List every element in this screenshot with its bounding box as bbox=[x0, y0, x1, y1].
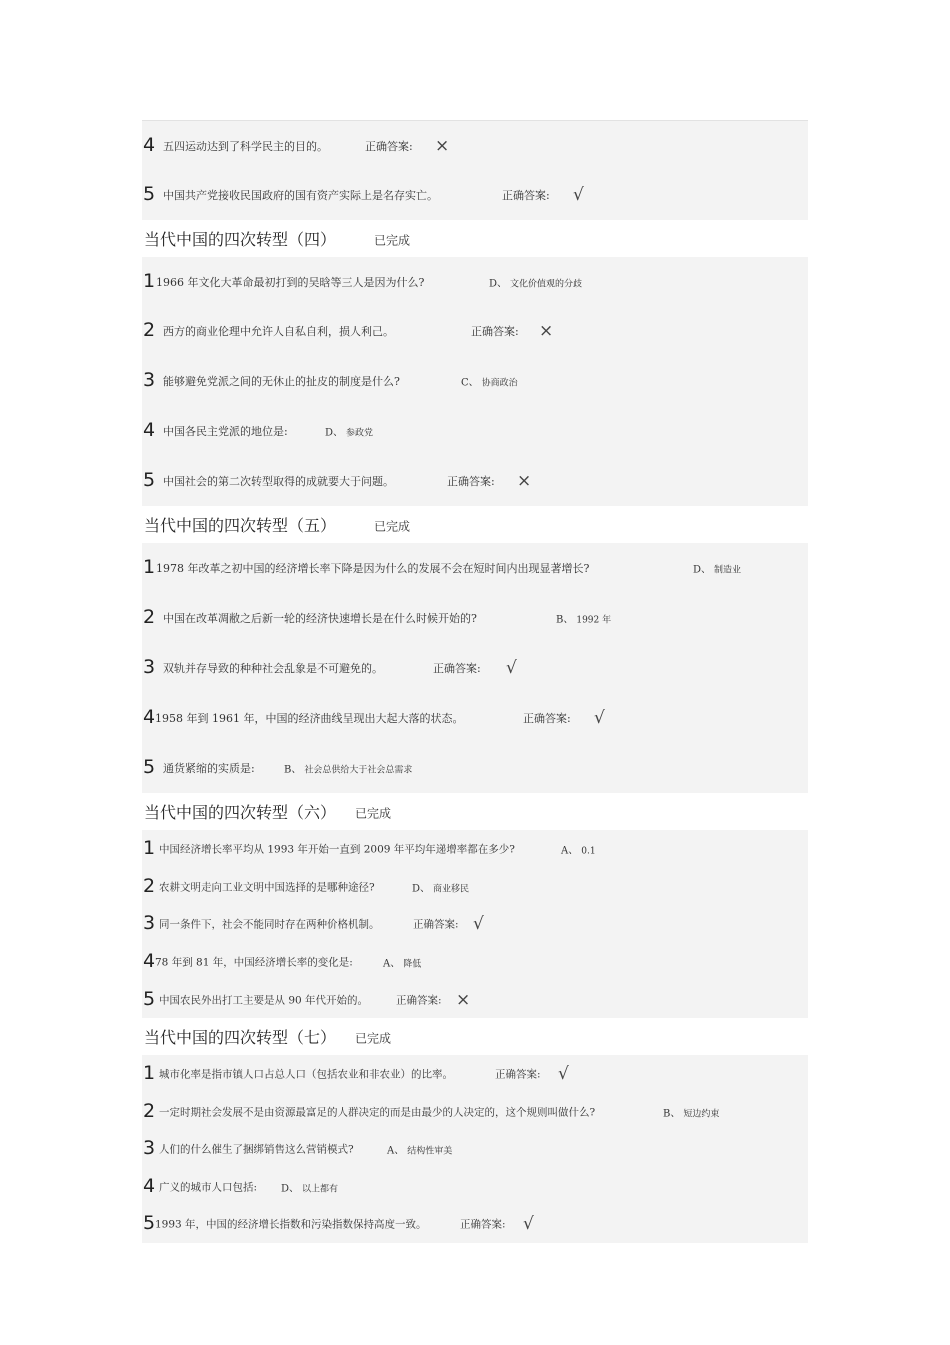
cross-icon: × bbox=[456, 989, 471, 1010]
status-completed: 已完成 bbox=[374, 518, 411, 533]
question-text: 双轨并存导致的种种社会乱象是不可避免的。 bbox=[163, 662, 383, 675]
answer-choice bbox=[281, 1179, 338, 1194]
question-row bbox=[142, 356, 808, 406]
question-text: 一定时期社会发展不是由资源最富足的人群决定的而是由最少的人决定的，这个规则叫做什么? bbox=[159, 1106, 596, 1118]
document-page bbox=[142, 120, 808, 1243]
question-number: 1 bbox=[143, 837, 156, 860]
answer-option: A、 bbox=[387, 1145, 405, 1157]
question-row bbox=[142, 257, 808, 306]
question-row bbox=[142, 456, 808, 506]
answer-option: A、 bbox=[561, 845, 579, 857]
answer-text: 参政党 bbox=[346, 428, 374, 439]
answer-text: 结构性审美 bbox=[407, 1146, 453, 1157]
question-text: 中国各民主党派的地位是: bbox=[163, 425, 288, 438]
answer-text: 文化价值观的分歧 bbox=[510, 279, 583, 289]
question-number: 5 bbox=[143, 183, 156, 206]
question-text: 广义的城市人口包括: bbox=[159, 1181, 258, 1193]
question-number: 5 bbox=[143, 469, 156, 492]
question-text: 中国共产党接收民国政府的国有资产实际上是名存实亡。 bbox=[163, 189, 438, 202]
question-text: 1958 年到 1961 年，中国的经济曲线呈现出大起大落的状态。 bbox=[155, 712, 464, 725]
question-band bbox=[142, 543, 808, 793]
answer-option: D、 bbox=[693, 564, 712, 576]
question-text: 能够避免党派之间的无休止的扯皮的制度是什么? bbox=[163, 375, 400, 388]
answer-option: B、 bbox=[556, 614, 574, 626]
answer-option: B、 bbox=[663, 1108, 681, 1119]
question-text: 1966 年文化大革命最初打到的吴晗等三人是因为什么? bbox=[156, 275, 425, 289]
answer-text: 以上都有 bbox=[302, 1184, 339, 1194]
answer-choice bbox=[325, 424, 373, 439]
answer-label: 正确答案: bbox=[471, 325, 519, 338]
check-icon: √ bbox=[473, 914, 484, 934]
question-number: 1 bbox=[143, 1062, 156, 1085]
answer-option: D、 bbox=[281, 1183, 300, 1194]
question-number: 1 bbox=[143, 269, 156, 292]
cross-icon: × bbox=[539, 321, 554, 341]
answer-label: 正确答案: bbox=[495, 1068, 541, 1081]
section-title: 当代中国的四次转型（五） bbox=[144, 515, 337, 535]
question-row bbox=[142, 943, 808, 981]
question-number: 2 bbox=[143, 874, 156, 897]
answer-option: D、 bbox=[489, 278, 508, 289]
answer-option: D、 bbox=[412, 883, 431, 894]
answer-text: 0.1 bbox=[581, 846, 596, 857]
answer-choice bbox=[412, 879, 469, 894]
question-text: 中国在改革凋敝之后新一轮的经济快速增长是在什么时候开始的? bbox=[163, 612, 477, 625]
question-number: 4 bbox=[143, 950, 156, 973]
question-text: 通货紧缩的实质是: bbox=[163, 762, 255, 775]
answer-label: 正确答案: bbox=[433, 662, 481, 675]
question-band bbox=[142, 257, 808, 506]
answer-text: 商业移民 bbox=[433, 884, 470, 894]
check-icon: √ bbox=[594, 708, 605, 728]
question-number: 2 bbox=[143, 319, 156, 342]
question-row bbox=[142, 643, 808, 693]
question-row bbox=[142, 593, 808, 643]
question-text: 78 年到 81 年，中国经济增长率的变化是: bbox=[155, 956, 353, 969]
answer-choice bbox=[489, 274, 582, 289]
question-number: 4 bbox=[143, 419, 156, 442]
question-row bbox=[142, 830, 808, 868]
question-row bbox=[142, 743, 808, 793]
question-number: 3 bbox=[143, 1137, 156, 1160]
question-row bbox=[142, 1130, 808, 1168]
answer-text: 制造业 bbox=[714, 565, 742, 576]
answer-label: 正确答案: bbox=[523, 712, 571, 725]
question-row bbox=[142, 1205, 808, 1243]
question-text: 城市化率是指市镇人口占总人口（包括农业和非农业）的比率。 bbox=[159, 1068, 453, 1081]
question-text: 1993 年，中国的经济增长指数和污染指数保持高度一致。 bbox=[155, 1218, 427, 1231]
answer-label: 正确答案: bbox=[447, 475, 495, 488]
question-text: 中国经济增长率平均从 1993 年开始一直到 2009 年平均年递增率都在多少? bbox=[159, 843, 515, 856]
question-row bbox=[142, 1093, 808, 1130]
answer-label: 正确答案: bbox=[502, 189, 550, 202]
question-number: 4 bbox=[143, 133, 156, 156]
question-number: 1 bbox=[143, 556, 156, 579]
question-text: 五四运动达到了科学民主的目的。 bbox=[163, 139, 328, 153]
question-number: 2 bbox=[143, 1099, 156, 1122]
question-row bbox=[142, 1055, 808, 1093]
section-header bbox=[142, 793, 808, 830]
answer-choice bbox=[556, 611, 611, 626]
question-number: 2 bbox=[143, 606, 156, 629]
question-text: 农耕文明走向工业文明中国选择的是哪种途径? bbox=[159, 881, 375, 893]
question-number: 3 bbox=[143, 369, 156, 392]
answer-text: 社会总供给大于社会总需求 bbox=[304, 765, 413, 776]
question-row bbox=[142, 1168, 808, 1205]
section-title: 当代中国的四次转型（七） bbox=[144, 1027, 337, 1047]
check-icon: √ bbox=[506, 658, 517, 678]
check-icon: √ bbox=[523, 1214, 534, 1234]
section-header bbox=[142, 506, 808, 543]
question-text: 1978 年改革之初中国的经济增长率下降是因为什么的发展不会在短时间内出现显著增长? bbox=[156, 562, 590, 575]
section-header bbox=[142, 220, 808, 257]
question-number: 5 bbox=[143, 1212, 156, 1235]
status-completed: 已完成 bbox=[374, 232, 411, 247]
answer-choice bbox=[387, 1142, 452, 1157]
section-title: 当代中国的四次转型（六） bbox=[144, 802, 337, 822]
question-row bbox=[142, 905, 808, 943]
question-row bbox=[142, 170, 808, 220]
answer-text: 短边约束 bbox=[683, 1109, 720, 1119]
section-title: 当代中国的四次转型（四） bbox=[144, 229, 337, 249]
answer-choice bbox=[461, 374, 518, 389]
answer-label: 正确答案: bbox=[460, 1218, 506, 1231]
answer-option: C、 bbox=[461, 377, 479, 389]
answer-choice bbox=[284, 761, 412, 776]
answer-choice bbox=[663, 1104, 719, 1119]
question-row bbox=[142, 543, 808, 593]
question-number: 4 bbox=[143, 706, 156, 729]
answer-option: A、 bbox=[383, 958, 401, 970]
answer-choice bbox=[693, 561, 741, 576]
question-text: 西方的商业伦理中允许人自私自利，损人利己。 bbox=[163, 325, 394, 338]
answer-choice bbox=[383, 955, 421, 970]
section-header bbox=[142, 1018, 808, 1055]
question-row bbox=[142, 306, 808, 356]
question-text: 人们的什么催生了捆绑销售这么营销模式? bbox=[159, 1143, 354, 1156]
answer-text: 1992 年 bbox=[576, 615, 612, 626]
check-icon: √ bbox=[558, 1064, 569, 1084]
question-band-top bbox=[142, 120, 808, 220]
status-completed: 已完成 bbox=[355, 1030, 392, 1045]
answer-option: D、 bbox=[325, 427, 344, 439]
answer-label: 正确答案: bbox=[396, 994, 442, 1006]
question-text: 中国社会的第二次转型取得的成就要大于问题。 bbox=[163, 475, 394, 488]
answer-text: 协商政治 bbox=[481, 378, 518, 389]
question-text: 中国农民外出打工主要是从 90 年代开始的。 bbox=[159, 994, 369, 1006]
question-number: 5 bbox=[143, 987, 156, 1010]
question-row bbox=[142, 981, 808, 1018]
question-band bbox=[142, 1055, 808, 1243]
question-number: 4 bbox=[143, 1174, 156, 1197]
cross-icon: × bbox=[435, 135, 450, 156]
answer-label: 正确答案: bbox=[413, 918, 459, 931]
answer-label: 正确答案: bbox=[365, 139, 413, 153]
question-row bbox=[142, 121, 808, 170]
answer-choice bbox=[561, 842, 596, 857]
status-completed: 已完成 bbox=[355, 805, 392, 820]
answer-text: 降低 bbox=[403, 959, 422, 970]
question-row bbox=[142, 868, 808, 905]
question-number: 3 bbox=[143, 912, 156, 935]
check-icon: √ bbox=[573, 185, 584, 205]
question-text: 同一条件下，社会不能同时存在两种价格机制。 bbox=[159, 918, 380, 931]
question-band bbox=[142, 830, 808, 1018]
question-number: 3 bbox=[143, 656, 156, 679]
answer-option: B、 bbox=[284, 764, 302, 776]
question-row bbox=[142, 406, 808, 456]
question-number: 5 bbox=[143, 756, 156, 779]
question-row bbox=[142, 693, 808, 743]
cross-icon: × bbox=[517, 471, 532, 491]
